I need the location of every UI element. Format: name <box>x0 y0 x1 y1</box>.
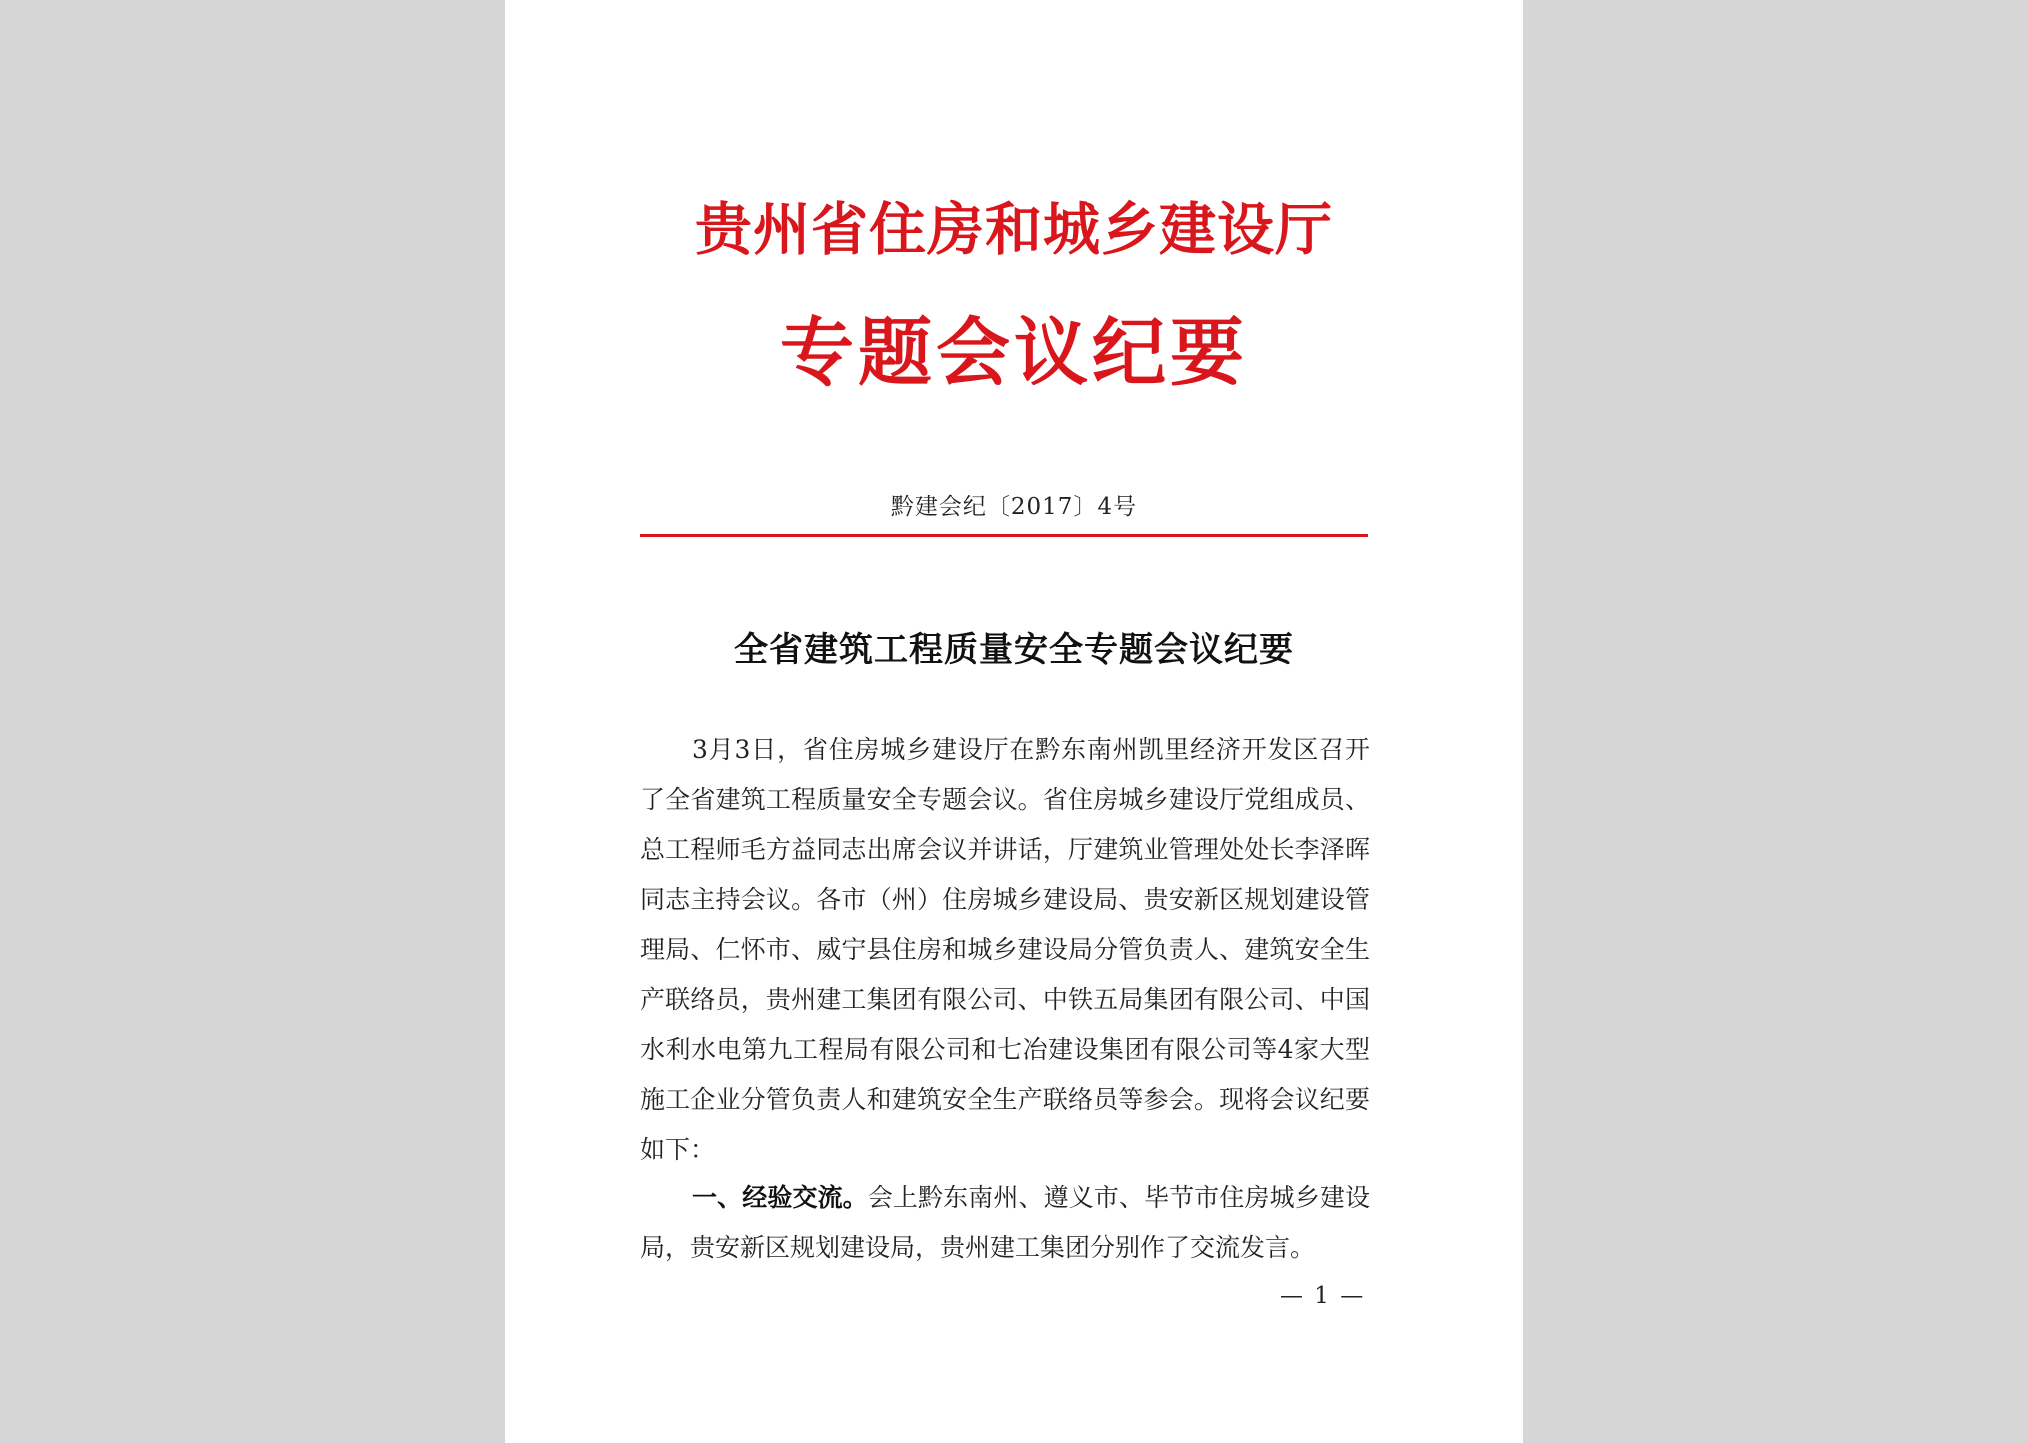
paragraph-section-1 <box>640 1173 1370 1273</box>
issuing-organization: 贵州省住房和城乡建设厅 <box>695 196 1333 263</box>
page-number: — 1 — <box>1280 1283 1366 1309</box>
red-divider-line <box>640 534 1368 537</box>
document-number: 黔建会纪〔2017〕4号 <box>890 494 1138 520</box>
document-page <box>505 0 1523 1443</box>
section-1-heading: 一、经验交流。 <box>692 1183 868 1212</box>
body-title: 全省建筑工程质量安全专题会议纪要 <box>734 630 1294 670</box>
section-1-text: 会上黔东南州、遵义市、毕节市住房城乡建设局，贵安新区规划建设局，贵州建工集团分别作了交流发言。 <box>640 1183 1370 1262</box>
document-type-heading: 专题会议纪要 <box>780 310 1248 396</box>
paragraph-intro: 3月3日，省住房城乡建设厅在黔东南州凯里经济开发区召开了全省建筑工程质量安全专题会议。省住房城乡建设厅党组成员、总工程师毛方益同志出席会议并讲话，厅建筑业管理处处长李泽晖同志主持会议。各市（州）住房城乡建设局、贵安新区规划建设管理局、仁怀市、威宁县住房和城乡建设局分管负责人、建筑安全生产联络员，贵州建工集团有限公司、中铁五局集团有限公司、中国水利水电第九工程局有限公司和七冶建设集团有限公司等4家大型施工企业分管负责人和建筑安全生产联络员等参会。现将会议纪要如下： <box>640 735 1370 1164</box>
